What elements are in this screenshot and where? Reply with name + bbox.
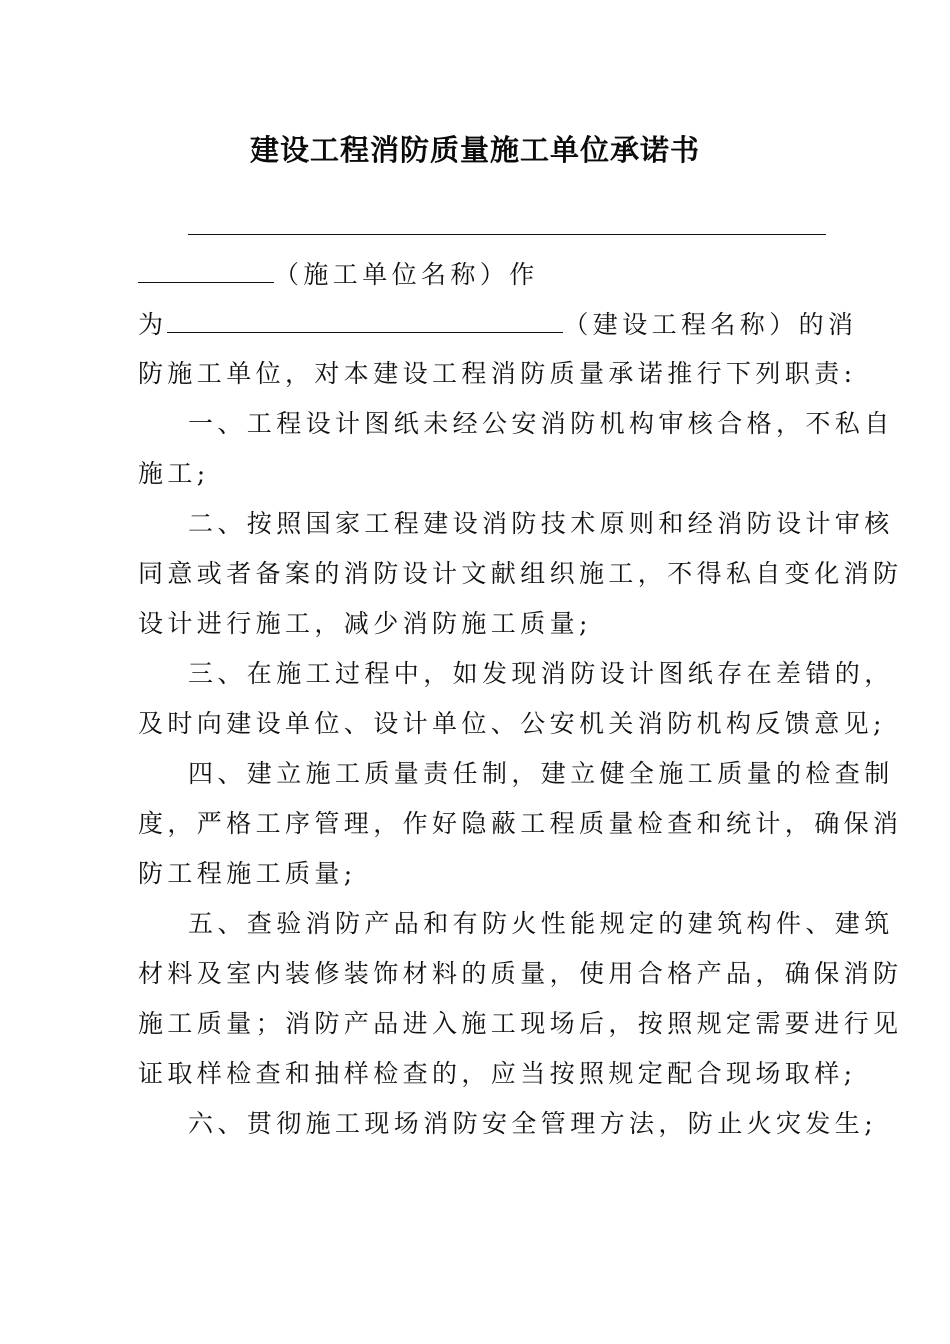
body-line: 施工;: [138, 459, 210, 488]
body-line: 施工质量；消防产品进入施工现场后，按照规定需要进行见: [138, 1009, 903, 1038]
body-line: 材料及室内装修装饰材料的质量，使用合格产品，确保消防: [138, 959, 903, 988]
project-name-label: （建设工程名称）的消: [563, 310, 858, 339]
body-line: 及时向建设单位、设计单位、公安机关消防机构反馈意见;: [138, 709, 886, 738]
unit-name-line: [138, 258, 818, 291]
body-line: 度，严格工序管理，作好隐蔽工程质量检查和统计，确保消: [138, 809, 903, 838]
unit-name-blank[interactable]: [138, 258, 274, 283]
document-title: 建设工程消防质量施工单位承诺书: [249, 133, 700, 167]
blank-line-top: [188, 234, 826, 235]
clause-4: 四、建立施工质量责任制，建立健全施工质量的检查制: [188, 759, 894, 788]
unit-name-label: （施工单位名称）作: [274, 260, 539, 289]
body-line: 设计进行施工，减少消防施工质量;: [138, 609, 592, 638]
clause-3: 三、在施工过程中，如发现消防设计图纸存在差错的，: [188, 659, 894, 688]
body-line: 防工程施工质量;: [138, 859, 357, 888]
project-name-line: [138, 308, 858, 341]
clause-6: 六、贯彻施工现场消防安全管理方法，防止火灾发生;: [188, 1109, 878, 1138]
body-line: 证取样检查和抽样检查的，应当按照规定配合现场取样;: [138, 1059, 857, 1088]
body-line: 同意或者备案的消防设计文献组织施工，不得私自变化消防: [138, 559, 903, 588]
clause-1: 一、工程设计图纸未经公安消防机构审核合格，不私自: [188, 409, 894, 438]
clause-2: 二、按照国家工程建设消防技术原则和经消防设计审核: [188, 509, 894, 538]
clause-5: 五、查验消防产品和有防火性能规定的建筑构件、建筑: [188, 909, 894, 938]
for-prefix: 为: [138, 310, 168, 339]
project-name-blank[interactable]: [167, 308, 563, 333]
body-line: 防施工单位，对本建设工程消防质量承诺推行下列职责:: [138, 359, 857, 388]
